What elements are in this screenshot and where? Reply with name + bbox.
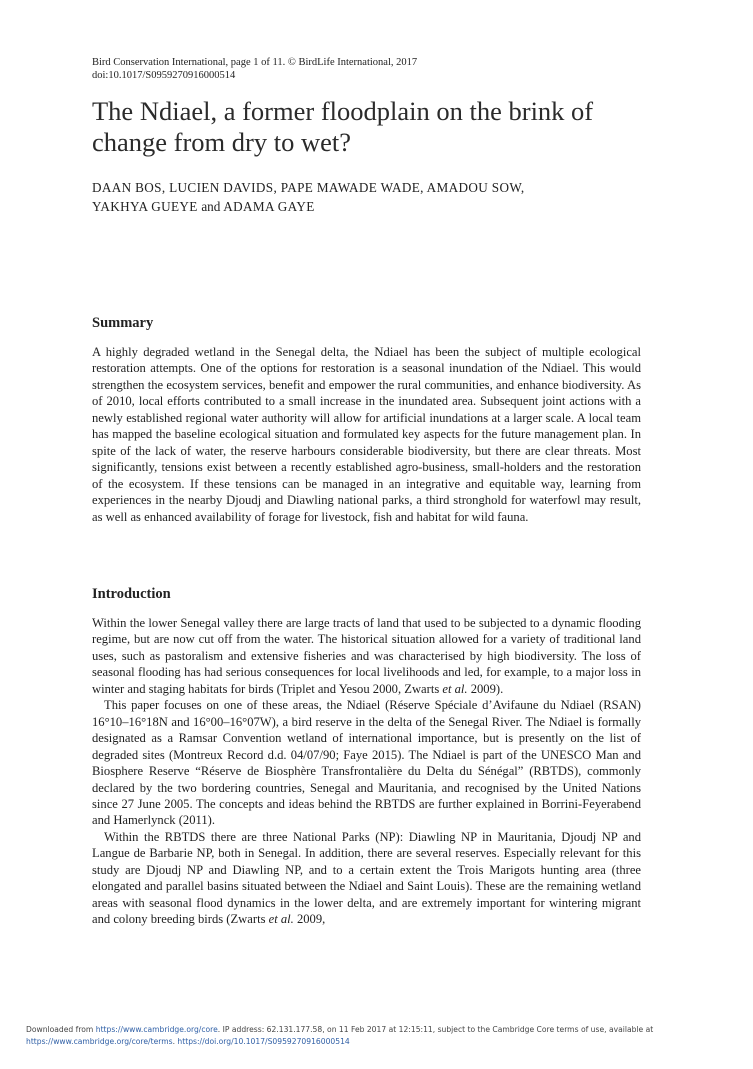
doi-link[interactable]: https://doi.org/10.1017/S0959270916000514	[177, 1036, 350, 1046]
intro-paragraph-3	[92, 829, 641, 928]
text-run-italic: et al.	[442, 681, 468, 696]
journal-header	[92, 57, 652, 82]
author-list	[92, 178, 652, 216]
journal-citation: Bird Conservation International, page 1 of 11. © BirdLife International, 2017	[92, 57, 418, 68]
summary-paragraph: A highly degraded wetland in the Senegal delta, the Ndiael has been the subject of multiple ecological restoration attempts. One of the options for restoration is a seasonal inundation of the Ndiael. This would strengthen the ecosystem services, benefit and empower the rural communities, and enhance biodiversity. As of 2010, local efforts contributed to a small increase in the inundated area. Subsequent joint actions with a newly established regional water authority will allow for artificial inundations at a larger scale. A local team has mapped the baseline ecological situation and formulated key aspects for the future management plan. In spite of the lack of water, the reserve harbours considerable biodiversity, but there are clear threats. Most significantly, tensions exist between a recently established agro-business, small-holders and the restoration of the ecosystem. If these tensions can be managed in an integrative and equitable way, learning from experiences in the nearby Djoudj and Diawling national parks, a third stronghold for waterfowl may result, as well as enhanced availability of forage for livestock, fish and habitat for wild fauna.	[92, 345, 641, 524]
article-title: The Ndiael, a former floodplain on the brink of change from dry to wet?	[92, 96, 594, 157]
introduction-heading: Introduction	[92, 586, 171, 602]
author-conjunction: and	[201, 199, 221, 214]
text-run: Within the RBTDS there are three National Parks (NP): Diawling NP in Mauritania, Djoudj NP and Langue de Barbarie NP, both in Senegal. In addition, there are several reserves. Especially relevant for this study are Djoudj NP and Diawling NP, and to a certain extent the Trois Marigots hunting area (three elongated and parallel basins situated between the Ndiael and Saint Louis). These are the remaining wetland areas with seasonal flood dynamics in the lower delta, and are extremely important for wintering migrant and colony breeding birds (Zwarts	[92, 829, 641, 927]
intro-paragraph-2: This paper focuses on one of these areas, the Ndiael (Réserve Spéciale d’Avifaune du Ndiael (RSAN) 16°10–16°18N and 16°00–16°07W), a bird reserve in the delta of the Senegal River. The Ndiael is formally designated as a Ramsar Convention wetland of international importance, but is presently on the list of degraded sites (Montreux Record d.d. 04/07/90; Faye 2015). The Ndiael is part of the UNESCO Man and Biosphere Reserve “Réserve de Biosphère Transfrontalière du Delta du Sénégal” (RBTDS), commonly declared by the two bordering countries, Senegal and Mauritania, and recognised by the United Nations since 27 June 2005. The concepts and ideas behind the RBTDS are further explained in Borrini-Feyerabend and Hamerlynck (2011).	[92, 698, 641, 828]
text-run: 2009).	[467, 681, 504, 696]
authors-line-2	[92, 197, 652, 216]
authors-line-1: DAAN BOS, LUCIEN DAVIDS, PAPE MAWADE WADE, AMADOU SOW,	[92, 180, 525, 195]
author-name: YAKHYA GUEYE	[92, 199, 198, 214]
doi-line: doi:10.1017/S0959270916000514	[92, 69, 236, 81]
footer-middle: . IP address: 62.131.177.58, on 11 Feb 2017 at 12:15:11, subject to the Cambridge Core terms of use, available at	[217, 1025, 654, 1034]
text-run-italic: et al.	[268, 912, 294, 927]
terms-link[interactable]: https://www.cambridge.org/core/terms	[26, 1036, 173, 1046]
author-name: ADAMA GAYE	[223, 199, 315, 214]
introduction-body	[92, 615, 641, 928]
summary-heading: Summary	[92, 315, 154, 331]
footer-prefix: Downloaded from	[26, 1025, 96, 1034]
download-footer	[26, 1024, 731, 1047]
footer-separator: .	[172, 1036, 178, 1046]
intro-paragraph-1	[92, 615, 641, 697]
text-run: Within the lower Senegal valley there are large tracts of land that used to be subjected to a dynamic flooding regime, but are now cut off from the water. The historical situation allowed for a variety of traditional land uses, such as pastoralism and extensive fisheries and was characterised by high biodiversity. The loss of seasonal flooding has had serious consequences for local livelihoods and led, for example, to a major loss in winter and staging habitats for birds (Triplet and Yesou 2000, Zwarts	[92, 616, 641, 696]
core-link[interactable]: https://www.cambridge.org/core	[95, 1025, 218, 1034]
text-run: 2009,	[293, 912, 326, 927]
